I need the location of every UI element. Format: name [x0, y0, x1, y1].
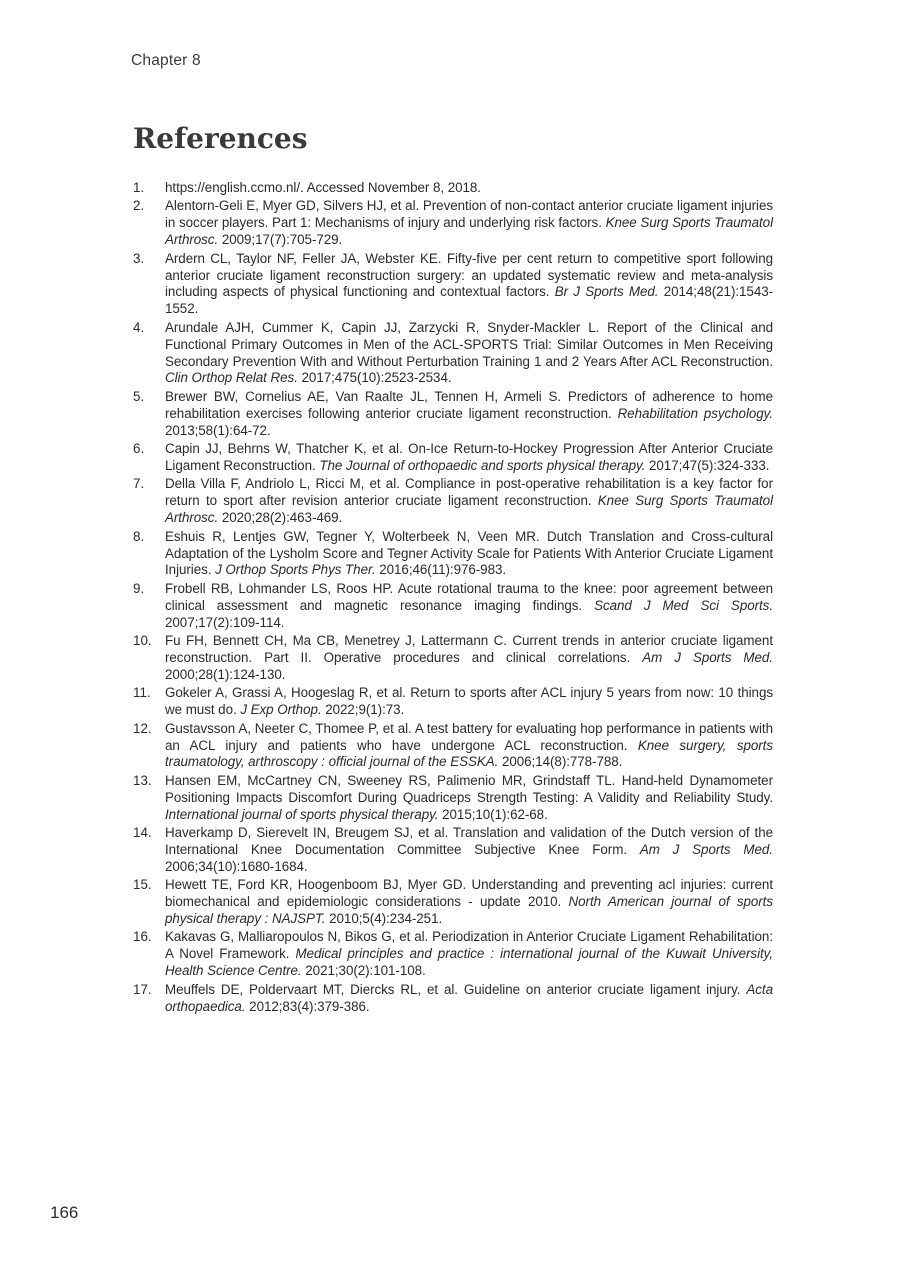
reference-text [165, 529, 773, 580]
reference-text [165, 198, 773, 249]
reference-item [133, 721, 773, 772]
reference-text [165, 441, 773, 475]
reference-number: 9. [133, 580, 145, 596]
reference-list [133, 180, 773, 1017]
reference-item [133, 982, 773, 1016]
section-title: References [133, 122, 308, 155]
reference-citation: 2013;58(1):64-72. [165, 422, 271, 438]
reference-text [165, 389, 773, 440]
reference-journal: Knee Surg Sports Traumatol Arthrosc. [165, 493, 774, 526]
reference-item [133, 877, 773, 928]
reference-item [133, 389, 773, 440]
reference-citation: 2015;10(1):62-68. [442, 806, 548, 822]
reference-number: 1. [133, 180, 145, 195]
reference-text [165, 721, 773, 772]
page-number: 166 [50, 1203, 79, 1222]
reference-citation: 2016;46(11):976-983. [379, 562, 507, 578]
reference-journal: Acta orthopaedica. [165, 981, 774, 1014]
reference-body: Haverkamp D, Sierevelt IN, Breugem SJ, et al. Translation and validation of the Dutch version of the International Knee Documentation Committee Subjective Knee Form. [165, 825, 773, 857]
reference-journal: Am J Sports Med. [642, 649, 773, 665]
reference-journal: J Orthop Sports Phys Ther. [215, 562, 376, 578]
reference-journal: Am J Sports Med. [639, 841, 773, 857]
reference-item [133, 825, 773, 876]
reference-body: Della Villa F, Andriolo L, Ricci M, et al. Compliance in post-operative rehabilitation is a key factor for return to sport after revision anterior cruciate ligament reconstruction. [165, 476, 773, 509]
reference-citation: 2007;17(2):109-114. [165, 614, 285, 630]
reference-number: 14. [133, 825, 152, 841]
reference-citation: 2006;34(10):1680-1684. [165, 858, 308, 874]
reference-body: Brewer BW, Cornelius AE, Van Raalte JL, Tennen H, Armeli S. Predictors of adherence to home rehabilitation exercises following anterior cruciate ligament reconstruction. [165, 388, 773, 421]
reference-citation: 2014;48(21):1543-1552. [165, 284, 774, 317]
reference-text [165, 476, 773, 527]
reference-item [133, 685, 773, 719]
reference-item [133, 476, 773, 527]
reference-text [165, 685, 773, 719]
reference-journal: The Journal of orthopaedic and sports physical therapy. [319, 458, 646, 473]
reference-item [133, 441, 773, 475]
reference-text [165, 320, 773, 388]
reference-journal: J Exp Orthop. [240, 702, 322, 718]
reference-journal: Br J Sports Med. [554, 284, 659, 300]
reference-number: 16. [133, 929, 152, 945]
reference-journal: North American journal of sports physical therapy : NAJSPT. [165, 894, 773, 927]
reference-item [133, 251, 773, 319]
reference-body: Arundale AJH, Cummer K, Capin JJ, Zarzycki R, Snyder-Mackler L. Report of the Clinical and Functional Primary Outcomes in Men of the ACL-SPORTS Trial: Similar Outcomes in Men Receiving Secondary Prevention With and Without Perturbation Training 1 and 2 Years After ACL Reconstruction. [165, 319, 773, 369]
reference-body: Hansen EM, McCartney CN, Sweeney RS, Palimenio MR, Grindstaff TL. Hand-held Dynamometer Positioning Impacts Discomfort During Quadriceps Strength Testing: A Validity and Reliability Study. [165, 772, 773, 805]
reference-body: https://english.ccmo.nl/. Accessed November 8, 2018. [165, 180, 481, 195]
reference-body: Gokeler A, Grassi A, Hoogeslag R, et al. Return to sports after ACL injury 5 years from now: 10 things we must do. [165, 685, 773, 718]
reference-body: Capin JJ, Behrns W, Thatcher K, et al. On-Ice Return-to-Hockey Progression After Anterior Cruciate Ligament Reconstruction. [165, 441, 773, 473]
reference-text [165, 773, 773, 824]
reference-number: 4. [133, 319, 145, 335]
reference-item [133, 320, 773, 388]
running-head: Chapter 8 [131, 52, 201, 69]
reference-number: 2. [133, 198, 145, 214]
reference-body: Gustavsson A, Neeter C, Thomee P, et al. A test battery for evaluating hop performance in patients with an ACL injury and patients who have undergone ACL reconstruction. [165, 720, 773, 753]
reference-text [165, 929, 773, 980]
reference-citation: 2006;14(8):778-788. [501, 754, 623, 770]
reference-text [165, 982, 773, 1016]
reference-number: 15. [133, 877, 152, 893]
reference-journal: Rehabilitation psychology. [617, 405, 773, 421]
reference-item [133, 773, 773, 824]
reference-number: 7. [133, 476, 145, 492]
reference-citation: 2020;28(2):463-469. [221, 510, 343, 526]
reference-citation: 2009;17(7):705-729. [221, 232, 343, 248]
reference-journal: Clin Orthop Relat Res. [165, 370, 298, 386]
reference-journal: Knee surgery, sports traumatology, arthroscopy : official journal of the ESSKA. [165, 737, 773, 770]
reference-journal: Medical principles and practice : international journal of the Kuwait University, Health Science Centre. [165, 946, 773, 979]
reference-number: 3. [133, 250, 145, 266]
reference-journal: International journal of sports physical therapy. [165, 806, 439, 822]
reference-citation: 2017;475(10):2523-2534. [301, 370, 452, 386]
reference-item [133, 198, 773, 249]
reference-number: 6. [133, 441, 145, 457]
reference-body: Kakavas G, Malliaropoulos N, Bikos G, et al. Periodization in Anterior Cruciate Ligament Rehabilitation: A Novel Framework. [165, 929, 773, 962]
reference-body: Fu FH, Bennett CH, Ma CB, Menetrey J, Lattermann C. Current trends in anterior cruciate ligament reconstruction. Part II. Operative procedures and clinical correlations. [165, 633, 773, 665]
reference-citation: 2021;30(2):101-108. [305, 963, 426, 979]
reference-item [133, 929, 773, 980]
reference-body: Frobell RB, Lohmander LS, Roos HP. Acute rotational trauma to the knee: poor agreement between clinical assessment and magnetic resonance imaging findings. [165, 580, 773, 613]
reference-journal: Scand J Med Sci Sports. [594, 597, 774, 613]
reference-item [133, 529, 773, 580]
reference-item [133, 633, 773, 684]
reference-item [133, 180, 773, 197]
reference-citation: 2010;5(4):234-251. [329, 911, 443, 927]
reference-number: 17. [133, 981, 152, 997]
reference-text [165, 180, 773, 197]
reference-body: Alentorn-Geli E, Myer GD, Silvers HJ, et al. Prevention of non-contact anterior cruciate ligament injuries in soccer players. Part 1: Mechanisms of injury and underlying risk factors. [165, 198, 773, 231]
reference-citation: 2017;47(5):324-333. [649, 458, 770, 473]
reference-citation: 2000;28(1):124-130. [165, 666, 286, 682]
reference-body: Eshuis R, Lentjes GW, Tegner Y, Wolterbeek N, Veen MR. Dutch Translation and Cross-cultural Adaptation of the Lysholm Score and Tegner Activity Scale for Patients With Anterior Cruciate Ligament Injuries. [165, 528, 773, 578]
reference-text [165, 825, 773, 876]
reference-citation: 2012;83(4):379-386. [249, 998, 370, 1014]
reference-text [165, 581, 773, 632]
reference-item [133, 581, 773, 632]
reference-body: Meuffels DE, Poldervaart MT, Diercks RL, et al. Guideline on anterior cruciate ligament injury. [165, 981, 741, 997]
reference-text [165, 251, 773, 319]
reference-number: 10. [133, 633, 152, 649]
reference-number: 12. [133, 720, 152, 736]
reference-number: 5. [133, 388, 145, 404]
reference-number: 13. [133, 772, 152, 788]
reference-text [165, 877, 773, 928]
reference-number: 11. [133, 685, 151, 701]
reference-number: 8. [133, 528, 145, 544]
reference-body: Hewett TE, Ford KR, Hoogenboom BJ, Myer GD. Understanding and preventing acl injuries: current biomechanical and epidemiologic considerations - update 2010. [165, 877, 773, 910]
reference-text [165, 633, 773, 684]
reference-journal: Knee Surg Sports Traumatol Arthrosc. [165, 215, 774, 248]
reference-citation: 2022;9(1):73. [325, 702, 405, 718]
reference-body: Ardern CL, Taylor NF, Feller JA, Webster KE. Fifty-five per cent return to competitive sport following anterior cruciate ligament reconstruction surgery: an updated systematic review and meta-analysis including aspects of physical functioning and contextual factors. [165, 250, 773, 300]
